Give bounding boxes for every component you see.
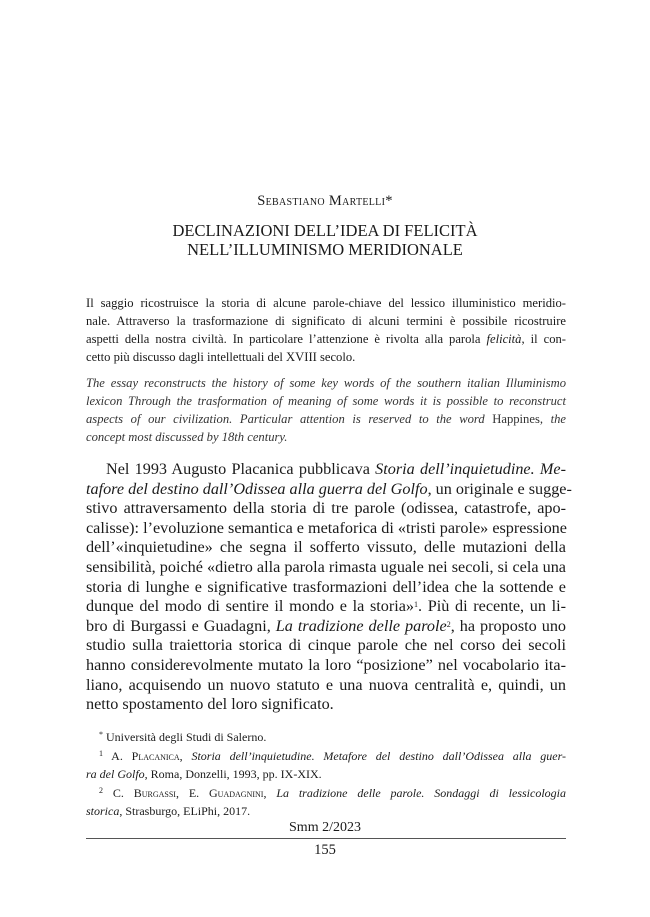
body-line: dell’«inquietudine» che segna il sofferto vissuto, delle mutazioni della [86, 538, 566, 557]
footer-divider [86, 838, 566, 839]
body-line: hanno considerevolmente mutato la loro “posizione” nel vocabolario ita- [86, 655, 566, 674]
abstract-line: The essay reconstructs the history of some key words of the southern italian Illuminismo [86, 376, 566, 390]
footnote-2-cont: storica, Strasburgo, ELiPhi, 2017. [86, 804, 251, 819]
footnote-2: $^2$ C. Burgassi, E. Guadagnini, La tradizione delle parole. Sondaggi di lessicologia [99, 785, 566, 800]
abstract-line: aspects of our civilization. Particular attention is reserved to the word Happines, the [86, 412, 566, 427]
body-line: liano, acquisendo un nuovo statuto e una nuova centralità e, quindi, un [86, 675, 566, 694]
footnote-1: $^1$ A. Placanica, Storia dell’inquietudine. Metafore del destino dall’Odissea alla guer- [99, 748, 567, 763]
footnotes [86, 728, 566, 821]
title-line: DECLINAZIONI DELL’IDEA DI FELICITÀ [172, 221, 478, 240]
body-line: dunque del modo di sentire il mondo e la storia»$^1$. Più di recente, un li- [86, 597, 566, 616]
abstract-line: cetto più discusso dagli intellettuali del XVIII secolo. [86, 350, 356, 365]
abstract-line: concept most discussed by 18th century. [86, 430, 288, 445]
body-line: studio sulla traiettoria storica di cinque parole che nel corso dei secoli [86, 636, 566, 655]
author-name: Sebastiano Martelli* [257, 193, 393, 209]
footnote-ref: 2 [446, 619, 451, 629]
article-title [0, 221, 650, 259]
abstract-line: aspetti della nostra civiltà. In particolare l’attenzione è rivolta alla parola felicità, il con- [86, 332, 566, 347]
footnote-1-cont: ra del Golfo, Roma, Donzelli, 1993, pp. IX-XIX. [86, 767, 322, 782]
abstract-line: Il saggio ricostruisce la storia di alcune parole-chiave del lessico illuministico meridio- [86, 296, 566, 310]
body-line: bro di Burgassi e Guadagni, La tradizione delle parole$^2$, ha proposto uno [86, 616, 567, 635]
body-line: tafore del destino dall’Odissea alla guerra del Golfo, un originale e sugge- [86, 479, 572, 498]
page-number: 155 [314, 842, 336, 858]
body-line: netto spostamento del loro significato. [86, 695, 334, 714]
footnote-affiliation: * Università degli Studi di Salerno. [99, 730, 267, 744]
abstract-english [86, 374, 566, 446]
body-line: Nel 1993 Augusto Placanica pubblicava Storia dell’inquietudine. Me- [106, 460, 566, 478]
body-paragraph [86, 460, 572, 715]
abstract-line: lexicon Through the trasformation of meaning of some words it is possible to reconstruct [86, 394, 566, 409]
title-line: NELL’ILLUMINISMO MERIDIONALE [187, 240, 463, 259]
abstract-italian [86, 294, 566, 366]
body-line: storia di lunghe e significative trasformazioni dell’idea che la sottende e [86, 577, 566, 596]
abstract-line: nale. Attraverso la trasformazione di significato di alcuni termini è possibile ricostruire [86, 314, 566, 329]
body-line: calisse): l’evoluzione semantica e metaforica di «tristi parole» espressione [86, 518, 567, 537]
body-line: sensibilità, poiché «dietro alla parola rimasta uguale nei secoli, si cela una [86, 557, 566, 576]
body-line: stivo attraversamento della storia di tre parole (odissea, catastrofe, apo- [86, 499, 566, 518]
journal-name: Smm 2/2023 [289, 820, 361, 835]
footnote-ref: 1 [414, 600, 419, 610]
